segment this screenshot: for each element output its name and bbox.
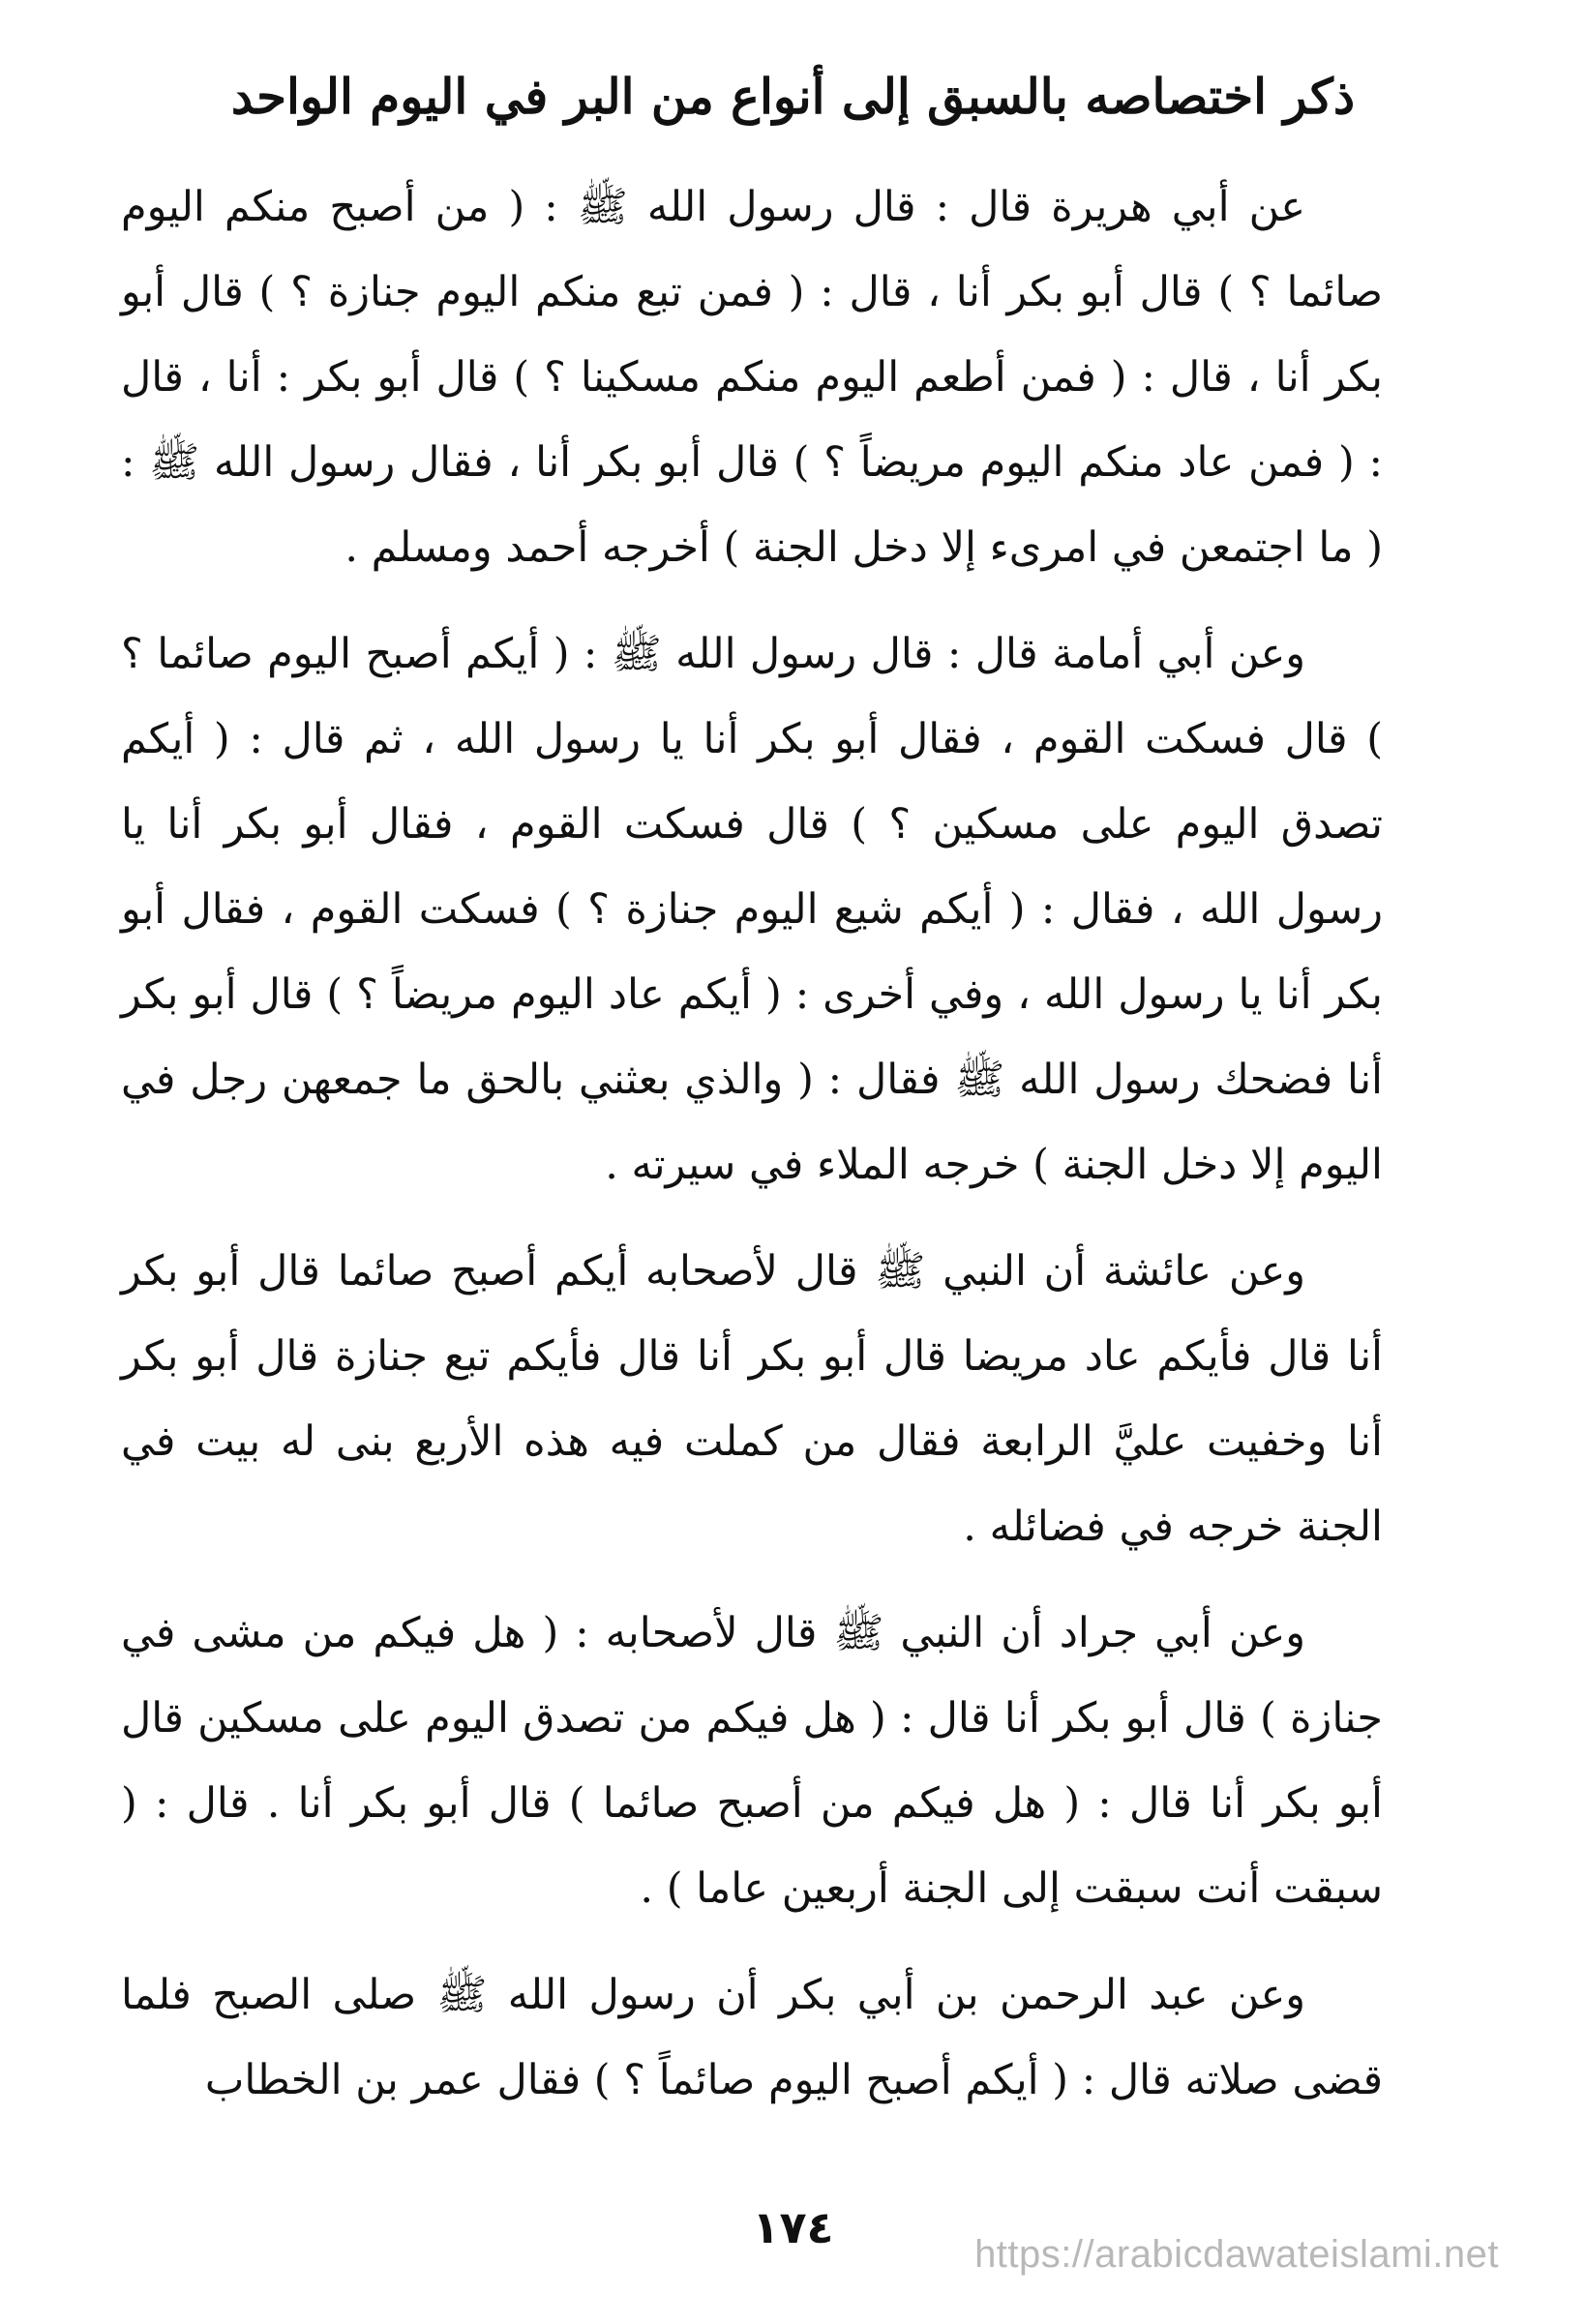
paragraph-abdulrahman: وعن عبد الرحمن بن أبي بكر أن رسول الله ﷺ صلى الصبح فلما قضى صلاته قال : ( أيكم أصبح اليوم صائماً ؟ ) فقال عمر بن الخطاب — [121, 1971, 1383, 2104]
paragraph-abu-hurairah: عن أبي هريرة قال : قال رسول الله ﷺ : ( من أصبح منكم اليوم صائما ؟ ) قال أبو بكر أنا ، قال : ( فمن تبع منكم اليوم جنازة ؟ ) قال أبو بكر أنا ، قال : ( فمن أطعم اليوم منكم مسكينا ؟ ) قال أبو بكر : أنا ، قال : ( فمن عاد منكم اليوم مريضاً ؟ ) قال أبو بكر أنا ، فقال رسول الله ﷺ : ( ما اجتمعن في امرىء إلا دخل الجنة ) أخرجه أحمد ومسلم . — [121, 183, 1383, 572]
page-title: ذكر اختصاصه بالسبق إلى أنواع من البر في اليوم الواحد — [230, 68, 1356, 125]
paragraph-abu-jarad: وعن أبي جراد أن النبي ﷺ قال لأصحابه : ( هل فيكم من مشى في جنازة ) قال أبو بكر أنا قال : ( هل فيكم من تصدق اليوم على مسكين قال أبو بكر أنا قال : ( هل فيكم من أصبح صائما ) قال أبو بكر أنا . قال : ( سبقت أنت سبقت إلى الجنة أربعين عاما ) . — [121, 1609, 1383, 1913]
paragraph-abu-umamah: وعن أبي أمامة قال : قال رسول الله ﷺ : ( أيكم أصبح اليوم صائما ؟ ) قال فسكت القوم ، فقال أبو بكر أنا يا رسول الله ، ثم قال : ( أيكم تصدق اليوم على مسكين ؟ ) قال فسكت القوم ، فقال أبو بكر أنا يا رسول الله ، فقال : ( أيكم شيع اليوم جنازة ؟ ) فسكت القوم ، فقال أبو بكر أنا يا رسول الله ، وفي أخرى : ( أيكم عاد اليوم مريضاً ؟ ) قال أبو بكر أنا فضحك رسول الله ﷺ فقال : ( والذي بعثني بالحق ما جمعهن رجل في اليوم إلا دخل الجنة ) خرجه الملاء في سيرته . — [121, 630, 1383, 1189]
main-text — [121, 164, 1383, 2123]
paragraph-aisha: وعن عائشة أن النبي ﷺ قال لأصحابه أيكم أصبح صائما قال أبو بكر أنا قال فأيكم عاد مريضا قال أبو بكر أنا قال فأيكم تبع جنازة قال أبو بكر أنا وخفيت عليَّ الرابعة فقال من كملت فيه هذه الأربع بنى له بيت في الجنة خرجه في فضائله . — [121, 1247, 1383, 1551]
watermark-url: https://arabicdawateislami.net — [974, 2233, 1499, 2276]
page-number: ١٧٤ — [752, 2201, 834, 2253]
